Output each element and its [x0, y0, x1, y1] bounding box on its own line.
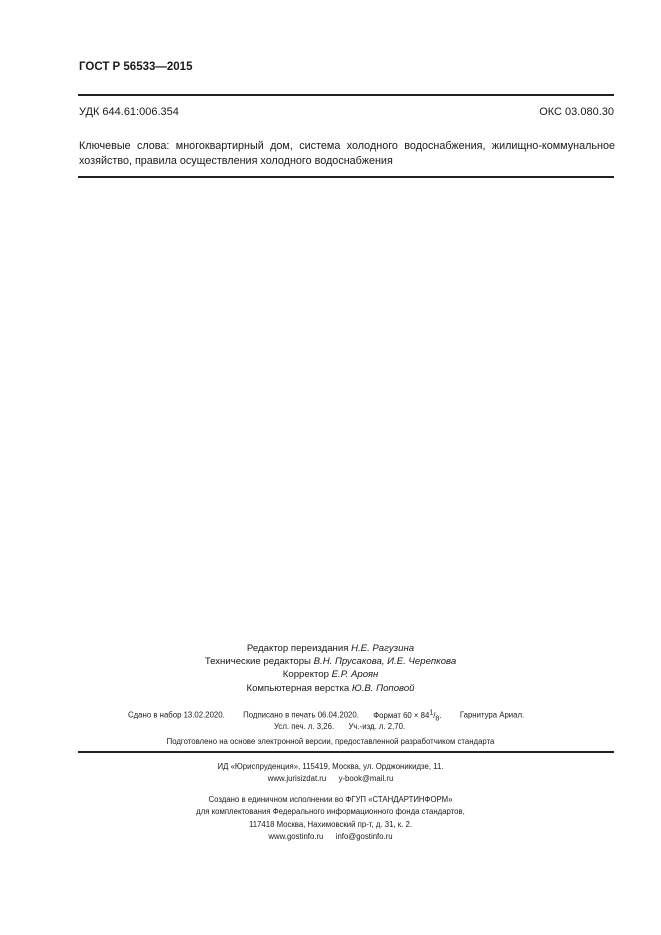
sent-date: Сдано в набор 13.02.2020.: [128, 710, 225, 720]
layout-name: Ю.В. Поповой: [351, 682, 415, 694]
publisher-website: www.jurisizdat.ru: [267, 774, 327, 783]
gostinfo-email: info@gostinfo.ru: [335, 832, 393, 841]
keywords-rule: [78, 176, 614, 178]
font-info: Гарнитура Ариал.: [459, 710, 525, 720]
editor-label: Редактор переиздания: [246, 643, 349, 654]
imprint-line-2: [274, 722, 405, 731]
prepared-note: Подготовлено на основе электронной версии, предоставленной разработчиком стандарта: [166, 737, 495, 746]
layout-label: Компьютерная верстка: [246, 682, 350, 694]
corrector-line: [0, 668, 661, 681]
imprint-line-1: [128, 709, 524, 722]
tech-label: Технические редакторы: [204, 656, 311, 668]
publisher-line: ИД «Юриспруденция», 115419, Москва, ул. Орджоникидзе, 11.: [217, 762, 444, 771]
standard-id: ГОСТ Р 56533—2015: [79, 61, 193, 73]
layout-line: [0, 682, 661, 695]
publisher-sheets: Уч.-изд. л. 2,70.: [348, 722, 406, 731]
fund-line: для комплектования Федерального информационного фонда стандартов,: [196, 807, 465, 816]
oks-code: ОКС 03.080.30: [539, 106, 614, 118]
address-line: 117418 Москва, Нахимовский пр-т, д. 31, к. 2.: [248, 820, 413, 829]
format: Формат $60 \times 84^1/_8$.: [373, 709, 442, 723]
gostinfo-website: www.gostinfo.ru: [268, 832, 324, 841]
keywords: Ключевые слова: многоквартирный дом, система холодного водоснабжения, жилищно-коммунальное хозяйство, правила осуществления холодного водоснабжения: [79, 140, 615, 167]
gostinfo-contacts: [0, 832, 661, 841]
publisher-email: y-book@mail.ru: [338, 774, 394, 783]
corrector-name: Е.Р. Ароян: [331, 669, 379, 681]
tech-editors-line: [0, 655, 661, 668]
tech-names: В.Н. Прусакова, И.Е. Черепкова: [313, 656, 457, 668]
publisher-contacts: [0, 774, 661, 783]
creator-line: Создано в единичном исполнении во ФГУП «СТАНДАРТИНФОРМ»: [208, 795, 453, 804]
corrector-label: Корректор: [282, 669, 329, 681]
credits-block: [0, 642, 661, 695]
udc-code: УДК 644.61:006.354: [79, 106, 179, 118]
editor-name: Н.Е. Рагузина: [351, 643, 415, 654]
imprint-rule: [78, 751, 614, 753]
editor-line: [0, 642, 661, 655]
print-sheets: Усл. печ. л. 3,26.: [274, 722, 335, 731]
top-rule: [78, 94, 614, 96]
signed-date: Подписано в печать 06.04.2020.: [243, 710, 359, 720]
